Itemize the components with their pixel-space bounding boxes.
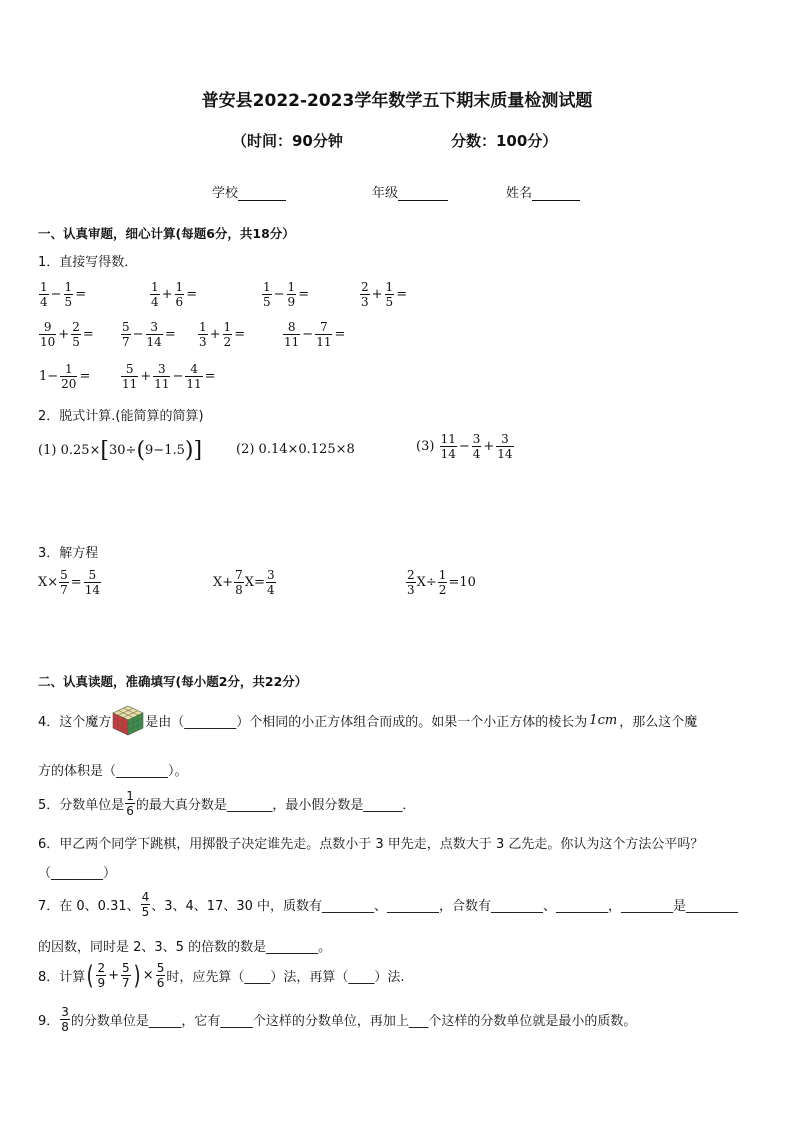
calc-item: 1 4 − $\frac{1}{5}$ = bbox=[40, 280, 87, 309]
calc-item: 8 11 − $\frac{7}{11}$ = bbox=[284, 320, 346, 349]
calc-item: 5 7 − $\frac{3}{14}$ = bbox=[122, 320, 176, 349]
school-field[interactable] bbox=[212, 182, 286, 201]
question-7-cont: 的因数，同时是 2、3、5 的倍数的数是________。 bbox=[38, 940, 332, 955]
grade-label: 年级 bbox=[372, 186, 399, 201]
question-4: 4．这个魔方 是由（________）个相同的小正方体组合而成的。如果一个小正方体的棱长为 1cm ，那么这个魔 bbox=[38, 704, 697, 736]
page-title: 普安县2022-2023学年数学五下期末质量检测试题 bbox=[201, 91, 593, 111]
rubiks-cube-icon bbox=[111, 704, 145, 736]
calc-item: 2 3 + $\frac{1}{5}$ = bbox=[361, 280, 408, 309]
section-2-title: 二、认真读题，准确填写(每小题2分，共22分） bbox=[38, 674, 308, 689]
calc-item: 5 11 + $\frac{3}{11}$ − $\frac{4}{11}$ = bbox=[122, 362, 216, 391]
question-3: 3．解方程 bbox=[38, 546, 99, 561]
question-4-cont: 方的体积是（________）。 bbox=[38, 764, 188, 779]
question-5: 5．分数单位是 1 6 的最大真分数是_______，最小假分数是______． bbox=[38, 789, 416, 818]
calc-item: 1− $\frac{1}{20}$ = bbox=[39, 362, 91, 391]
calc-item: 1 4 + $\frac{1}{6}$ = bbox=[151, 280, 198, 309]
calc-item: (3) 11 14 − $\frac{3}{4}$ + $\frac{3}{14}$ bbox=[416, 432, 513, 461]
calc-item: (1) 0.25× [ 30÷ ( 9−1.5 ) ] bbox=[38, 438, 203, 463]
calc-item: 1 5 − $\frac{1}{9}$ = bbox=[263, 280, 310, 309]
question-1: 1．直接写得数． bbox=[38, 255, 138, 270]
name-field[interactable] bbox=[506, 182, 580, 201]
question-6-cont: （________） bbox=[38, 866, 117, 881]
question-9: 9． 3 8 的分数单位是_____，它有_____个这样的分数单位，再加上___个这样的分数单位就是最小的质数。 bbox=[38, 1005, 637, 1034]
equation-item: X+ $\frac{7}{8}$ X= $\frac{3}{4}$ bbox=[213, 568, 275, 597]
question-8: 8．计算 ( 2 9 + $\frac{5}{7}$ ) × $\frac{5}{6}$ 时，应先算（____）法，再算（____）法. bbox=[38, 960, 405, 991]
calc-item: 1 3 + $\frac{1}{2}$ = bbox=[199, 320, 246, 349]
equation-item: X× $\frac{5}{7}$ = $\frac{5}{14}$ bbox=[38, 568, 100, 597]
question-7: 7．在 0、0.31、 4 5 、3、4、17、30 中，质数有________、________，合数有________、________，________是________ bbox=[38, 890, 739, 919]
question-2: 2．脱式计算.(能简算的简算) bbox=[38, 409, 204, 424]
equation-item: 2 3 X÷ $\frac{1}{2}$ =10 bbox=[407, 568, 476, 597]
exam-time: （时间：90分钟 bbox=[232, 132, 343, 150]
school-label: 学校 bbox=[212, 186, 239, 201]
calc-item: (2) 0.14×0.125×8 bbox=[236, 442, 355, 457]
calc-item: 9 10 + $\frac{2}{5}$ = bbox=[40, 320, 94, 349]
exam-score: 分数：100分） bbox=[451, 132, 558, 150]
name-label: 姓名 bbox=[506, 186, 533, 201]
question-6: 6．甲乙两个同学下跳棋，用掷骰子决定谁先走。点数小于 3 甲先走，点数大于 3 乙先走。你认为这个方法公平吗？ bbox=[38, 837, 704, 852]
grade-field[interactable] bbox=[372, 182, 448, 201]
section-1-title: 一、认真审题，细心计算(每题6分，共18分） bbox=[38, 226, 295, 241]
